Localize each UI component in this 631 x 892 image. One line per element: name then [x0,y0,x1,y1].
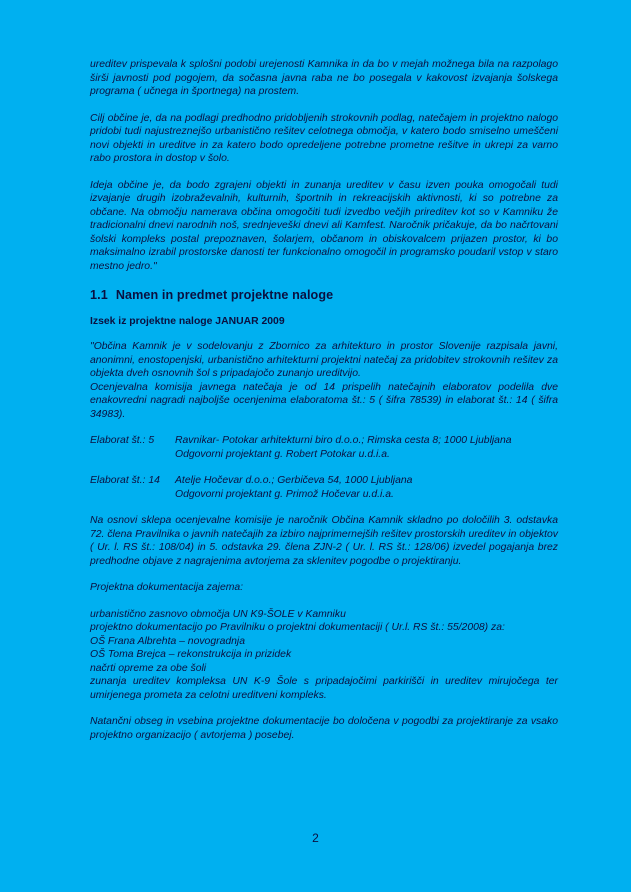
elaborat-14 [90,474,558,501]
elaborat-14-designer: Odgovorni projektant g. Primož Hočevar u.d.i.a. [175,488,394,500]
scope-item: OŠ Frana Albrehta – novogradnja [90,635,245,647]
scope-item: zunanja ureditev kompleksa UN K-9 Šole s pripadajočimi parkirišči in ureditev mirujočega ter umirjenega prometa za celotni ureditveni kompleks. [90,676,558,701]
excerpt-intro: "Občina Kamnik je v sodelovanju z Zbornico za arhitekturo in prostor Slovenije razpisala javni, anonimni, enostopenjski, urbanistično arhitekturni projektni natečaj za pridobitev strokovnih rešitev za objekta dveh osnovnih šol s pripadajočo zunanjo ureditvijo. [90,341,558,379]
section-heading [90,288,558,302]
excerpt-subheading: Izsek iz projektne naloge JANUAR 2009 [90,316,285,327]
scope-item: OŠ Toma Brejca – rekonstrukcija in prizidek [90,649,292,660]
elaborat-5-designer: Odgovorni projektant g. Robert Potokar u.d.i.a. [175,448,390,460]
elaborat-14-company: Atelje Hočevar d.o.o.; Gerbičeva 54, 1000 Ljubljana [175,475,413,486]
paragraph-continuation: ureditev prispevala k splošni podobi urejenosti Kamnika in da bo v mejah možnega bila na razpolago širši javnosti pod pogojem, da sočasna javna raba ne bo posegala v kakovost izvajanja šolskega programa ( učnega in športnega) na prostem. [90,59,558,97]
scope-item: urbanistično zasnovo območja UN K9-ŠOLE v Kamniku [90,608,346,620]
elaborat-5 [90,434,558,461]
page-number: 2 [312,831,319,845]
scope-item: načrti opreme za obe šoli [90,662,207,674]
section-title: Namen in predmet projektne naloge [115,288,334,302]
paragraph-idea: Ideja občine je, da bodo zgrajeni objekti in zunanja ureditev v času izven pouka omogočali tudi izvajanje drugih izobraževalnih, kulturnih, športnih in rekreacijskih aktivnosti, ki so potrebne za občane. Na območju namerava občina omogočiti tudi izvedbo večjih prireditev kot so v Kamniku že tradicionalni dnevi narodnih noš, srednjeveški dnevi ali Kamfest. Naročnik pričakuje, da bo načrtovani šolski kompleks postal prepoznaven, šolarjem, občanom in obiskovalcem prijazen prostor, ki bo maksimalno izrabil prostorske danosti ter funkcionalno omogočil in programsko poudaril vstop v staro mestno jedro." [90,179,558,272]
document-page [90,58,558,742]
section-number: 1.1 [90,288,108,302]
paragraph-goal: Cilj občine je, da na podlagi predhodno pridobljenih strokovnih podlag, natečajem in projektno nalogo pridobi tudi najustreznejšo urbanistično rešitev celotnega območja, v katero bodo smiselno umeščeni novi objekti in ureditve in za katero bodo opredeljene potrebne prometne rešitve in ukrepi za varno rabo prostora in dostop v šolo. [90,112,558,164]
excerpt-closing: Natančni obseg in vsebina projektne dokumentacije bo določena v pogodbi za projektiranje za vsako projektno organizacijo ( avtorjema ) posebej. [90,716,558,741]
elaborat-5-label: Elaborat št.: 5 [90,435,155,446]
scope-intro: Projektna dokumentacija zajema: [90,582,244,593]
elaborat-5-company: Ravnikar- Potokar arhitekturni biro d.o.o.; Rimska cesta 8; 1000 Ljubljana [175,435,512,446]
scope-list [90,608,558,703]
excerpt-decision: Na osnovi sklepa ocenjevalne komisije je naročnik Občina Kamnik skladno po določilih 3. odstavka 72. člena Pravilnika o javnih natečajih za izbiro najprimernejših rešitev prostorskih ureditev in objektov ( Ur. l. RS št.: 108/04) in 5. odstavka 29. člena ZJN-2 ( Ur. l. RS št.: 128/06) izvedel pogajanja brez predhodne objave z nagrajenima avtorjema za sklenitev pogodbe o projektiranju. [90,515,558,567]
scope-item: projektno dokumentacijo po Pravilniku o projektni dokumentaciji ( Ur.l. RS št.: 55/2008) za: [90,622,505,633]
excerpt-commission: Ocenjevalna komisija javnega natečaja je od 14 prispelih natečajnih elaboratov podelila dve enakovredni nagradi najboljše ocenjenima elaboratoma št.: 5 ( šifra 78539) in elaborat št.: 14 ( šifra 34983). [90,381,558,420]
elaborat-14-label: Elaborat št.: 14 [90,475,160,486]
